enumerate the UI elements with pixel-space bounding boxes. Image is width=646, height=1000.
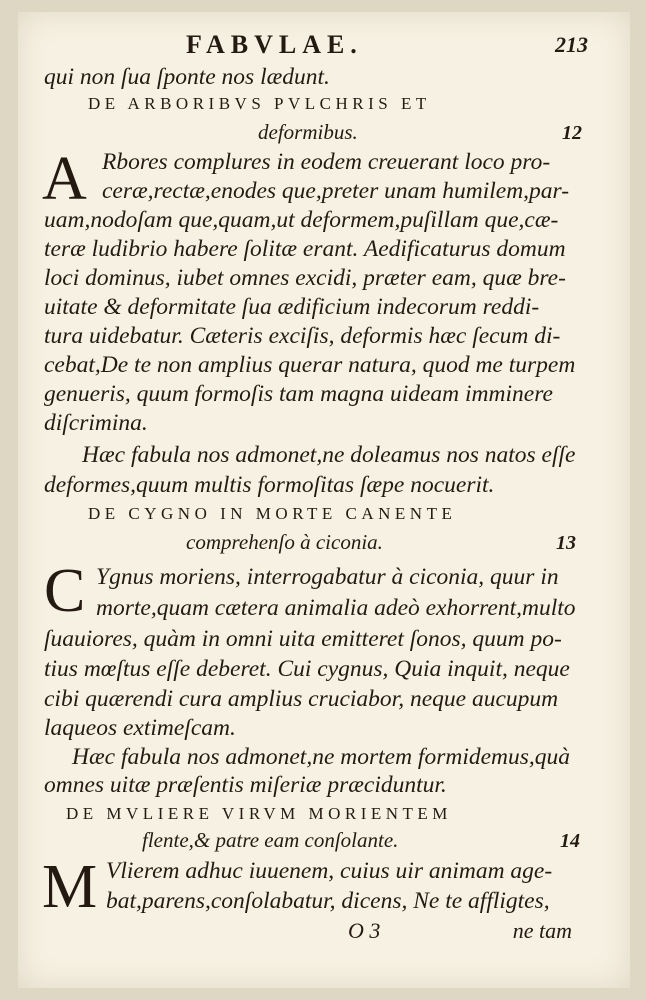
fable-title: DE CYGNO IN MORTE CANENTE (88, 504, 457, 523)
text-line: laqueos extimeſcam. (44, 715, 236, 741)
fable-title: DE ARBORIBVS PVLCHRIS ET (88, 94, 431, 113)
book-page (18, 12, 630, 988)
moral-line: Hæc fabula nos admonet,ne doleamus nos natos eſſe (82, 442, 576, 468)
moral-line: deformes,quum multis formoſitas ſæpe nocuerit. (44, 472, 495, 498)
text-line: ſuauiores, quàm in omni uita emitteret ſonos, quum po- (44, 626, 562, 652)
text-line: bat,parens,conſolabatur, dicens, Ne te affligtes, (106, 888, 550, 914)
drop-cap: C (44, 557, 86, 625)
page-number: 213 (555, 32, 588, 57)
moral-line: omnes uitæ præſentis miſeriæ præciduntur. (44, 772, 447, 798)
text-line: teræ ludibrio habere ſolitæ erant. Aedificaturus domum (44, 236, 566, 262)
moral-line: Hæc fabula nos admonet,ne mortem formidemus,quà (72, 744, 571, 770)
signature-mark: O 3 (348, 918, 381, 943)
fable-number: 14 (560, 830, 580, 852)
text-line: uitate & deformitate ſua ædificium indecorum reddi- (44, 294, 540, 320)
drop-cap: A (42, 145, 87, 213)
text-line: uam,nodoſam que,quam,ut deformem,puſillam que,cæ- (44, 207, 559, 233)
text-line: Rbores complures in eodem creuerant loco pro- (102, 149, 551, 175)
fable-title: DE MVLIERE VIRVM MORIENTEM (66, 804, 452, 823)
text-line: Ygnus moriens, interrogabatur à ciconia, quur in (96, 564, 559, 590)
fable-number: 12 (562, 122, 582, 144)
fable-title-continuation: flente,& patre eam conſolante. (142, 828, 399, 852)
text-line: ceræ,rectæ,enodes que,preter unam humilem,par- (102, 178, 570, 204)
fable-title-continuation: deformibus. (258, 120, 358, 144)
text-line: loci dominus, iubet omnes excidi, præter eam, quæ bre- (44, 265, 566, 291)
text-line: Vlierem adhuc iuuenem, cuius uir animam age- (106, 858, 553, 884)
text-line: morte,quam cætera animalia adeò exhorrent,multo (96, 595, 576, 621)
running-title: FABVLAE. (186, 30, 363, 59)
text-line: cibi quærendi cura amplius cruciabor, neque aucupum (44, 686, 559, 712)
text-line: cebat,De te non amplius querar natura, quod me turpem (44, 352, 576, 378)
text-line: diſcrimina. (44, 410, 148, 436)
fable-title-continuation: comprehenſo à ciconia. (186, 530, 383, 554)
drop-cap: M (42, 853, 98, 921)
catchword: ne tam (512, 918, 572, 943)
text-line: qui non ſua ſponte nos lædunt. (44, 64, 330, 90)
text-line: tius mœſtus eſſe deberet. Cui cygnus, Quia inquit, neque (44, 656, 570, 682)
text-line: genueris, quum formoſis tam magna uideam imminere (44, 381, 553, 407)
text-line: tura uidebatur. Cæteris exciſis, deformis hæc ſecum di- (44, 323, 561, 349)
fable-number: 13 (556, 532, 576, 554)
